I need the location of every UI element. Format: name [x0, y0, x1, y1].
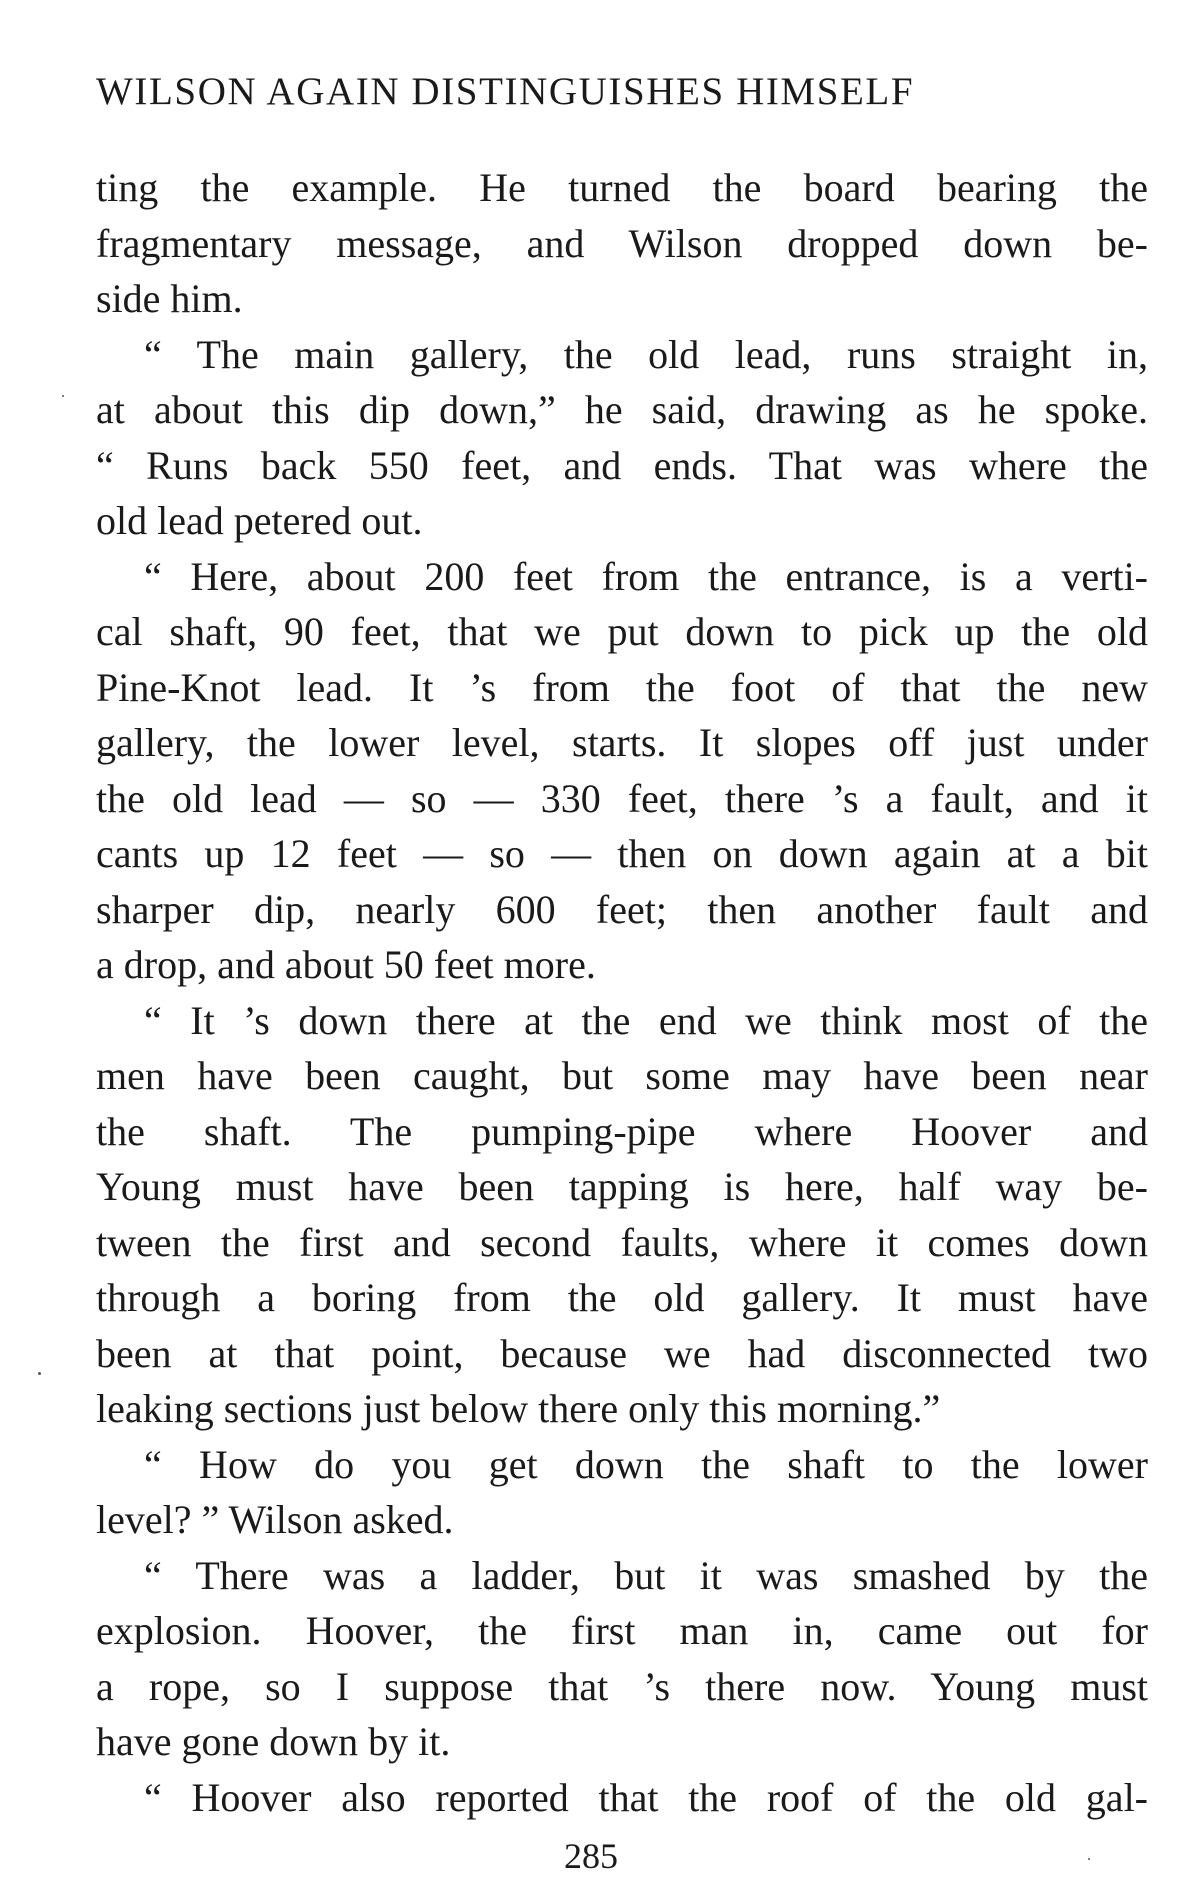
text-line: “ It ’s down there at the end we think most of the — [144, 997, 1148, 1043]
text-line: gallery, the lower level, starts. It slopes off just under — [96, 720, 1148, 765]
text-line: cal shaft, 90 feet, that we put down to pick up the old — [96, 609, 1148, 654]
text-line: “ The main gallery, the old lead, runs straight in, — [144, 331, 1148, 377]
print-speck — [1088, 1858, 1090, 1860]
text-line: Pine-Knot lead. It ’s from the foot of that the new — [96, 664, 1148, 710]
text-line: “ How do you get down the shaft to the lower — [144, 1441, 1148, 1487]
text-line: the shaft. The pumping-pipe where Hoover and — [96, 1108, 1148, 1154]
text-line: sharper dip, nearly 600 feet; then another fault and — [96, 886, 1148, 932]
running-head: WILSON AGAIN DISTINGUISHES HIMSELF — [96, 70, 915, 113]
text-line: the old lead — so — 330 feet, there ’s a fault, and it — [96, 775, 1148, 821]
text-line: “ There was a ladder, but it was smashed by the — [144, 1552, 1148, 1598]
paragraph — [96, 993, 1148, 1437]
paragraph — [96, 549, 1148, 993]
body-text — [96, 160, 1148, 1825]
text-line: “ Here, about 200 feet from the entrance, is a verti- — [144, 553, 1148, 599]
text-line: have gone down by it. — [96, 1719, 451, 1764]
text-line: been at that point, because we had disconnected two — [96, 1330, 1148, 1376]
paragraph — [96, 1770, 1148, 1826]
text-line: ting the example. He turned the board bearing the — [96, 165, 1148, 210]
paragraph — [96, 160, 1148, 327]
page-number: 285 — [564, 1836, 618, 1876]
text-line: “ Hoover also reported that the roof of the old gal- — [144, 1774, 1148, 1820]
text-line: through a boring from the old gallery. It must have — [96, 1275, 1148, 1320]
text-line: fragmentary message, and Wilson dropped down be- — [96, 220, 1148, 266]
text-line: cants up 12 feet — so — then on down again at a bit — [96, 831, 1148, 876]
paragraph — [96, 1548, 1148, 1770]
text-line: old lead petered out. — [96, 498, 423, 543]
text-line: side him. — [96, 276, 243, 321]
text-line: leaking sections just below there only this morning.” — [96, 1386, 941, 1431]
text-line: explosion. Hoover, the first man in, came out for — [96, 1608, 1148, 1653]
text-line: Young must have been tapping is here, half way be- — [96, 1164, 1148, 1209]
text-line: at about this dip down,” he said, drawing as he spoke. — [96, 387, 1148, 432]
text-line: “ Runs back 550 feet, and ends. That was where the — [96, 442, 1148, 488]
paragraph — [96, 327, 1148, 549]
text-line: tween the first and second faults, where it comes down — [96, 1219, 1148, 1265]
text-line: a drop, and about 50 feet more. — [96, 942, 596, 987]
paragraph — [96, 1437, 1148, 1548]
text-line: men have been caught, but some may have been near — [96, 1053, 1148, 1098]
print-speck — [38, 1372, 41, 1375]
text-line: a rope, so I suppose that ’s there now. Young must — [96, 1663, 1148, 1709]
text-line: level? ” Wilson asked. — [96, 1497, 454, 1542]
print-speck — [62, 395, 64, 397]
